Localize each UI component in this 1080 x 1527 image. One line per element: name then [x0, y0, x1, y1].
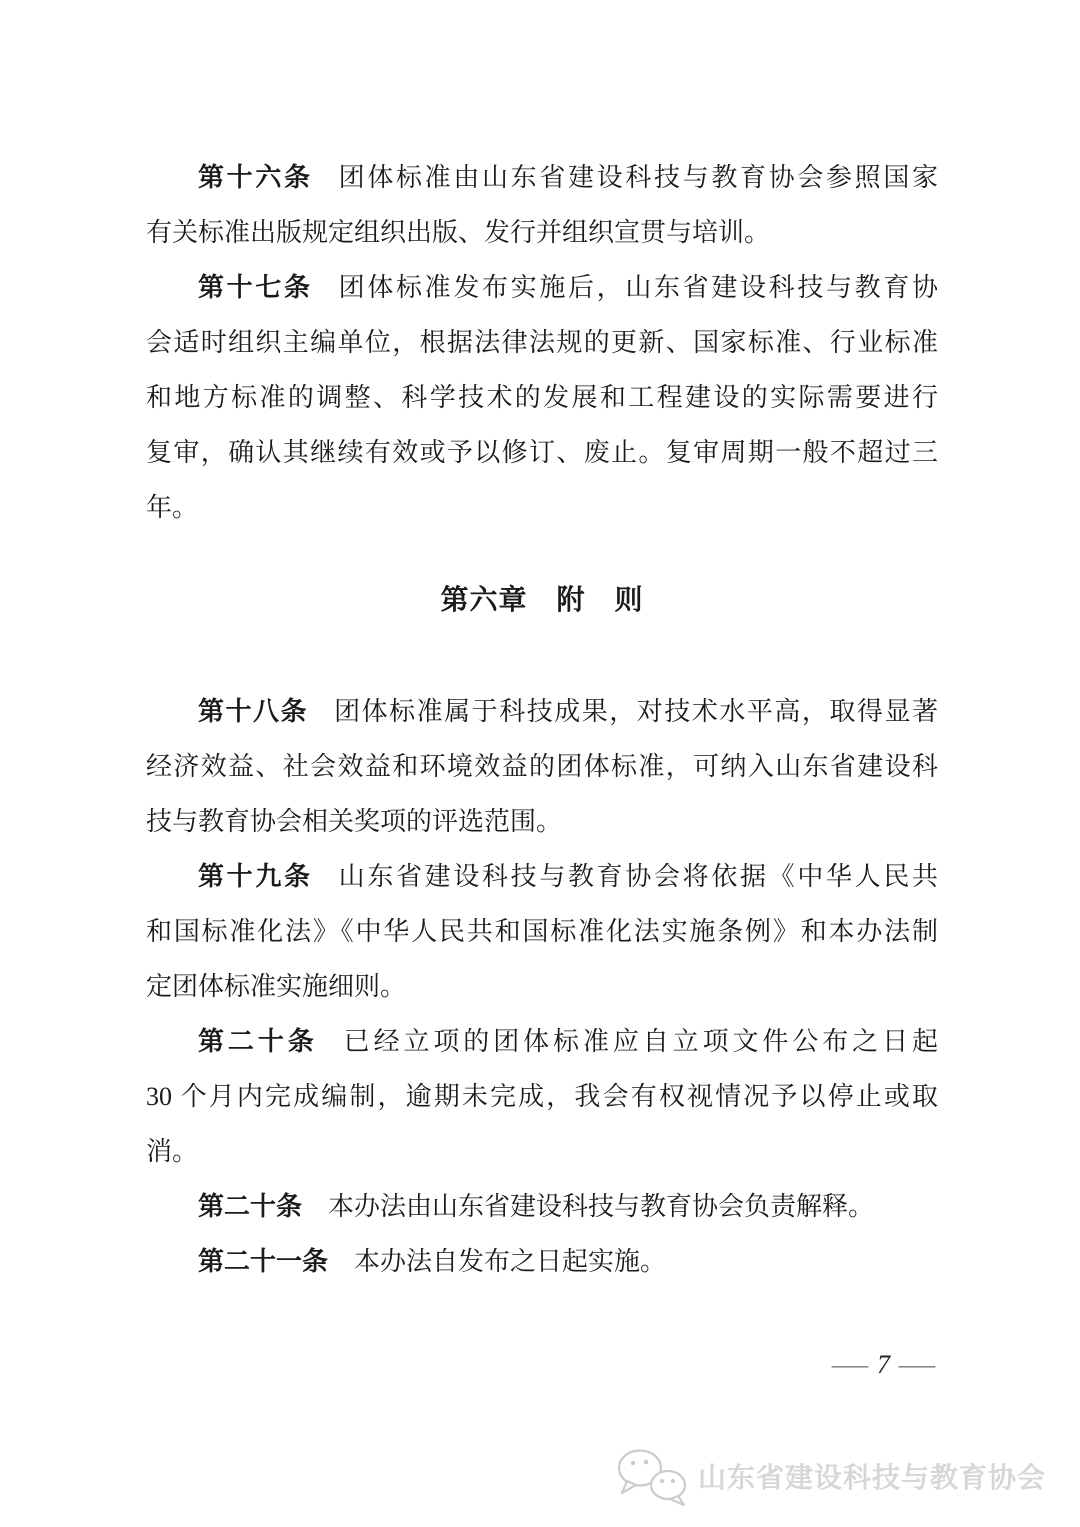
- article-paragraph-17: [146, 260, 938, 535]
- watermark: [612, 1445, 1046, 1507]
- article-text: 团体标准属于科技成果，对技术水平高，取得显著: [334, 697, 938, 726]
- article-line: 和国标准化法》《中华人民共和国标准化法实施条例》和本办法制: [146, 917, 938, 946]
- article-line: 技与教育协会相关奖项的评选范围。: [146, 807, 563, 836]
- article-line: [146, 1234, 938, 1289]
- article-line: [146, 1014, 938, 1069]
- article-line: 定团体标准实施细则。: [146, 972, 407, 1001]
- page-number-value: 7: [877, 1350, 890, 1379]
- wechat-icon: [612, 1445, 694, 1507]
- article-paragraph-18: [146, 684, 938, 849]
- article-line: 30 个月内完成编制，逾期未完成，我会有权视情况予以停止或取: [146, 1082, 938, 1111]
- article-line: 有关标准出版规定组织出版、发行并组织宣贯与培训。: [146, 218, 771, 247]
- article-line: 和地方标准的调整、科学技术的发展和工程建设的实际需要进行: [146, 383, 938, 412]
- page-number: [831, 1345, 936, 1385]
- watermark-text: 山东省建设科技与教育协会: [697, 1463, 1046, 1494]
- chapter-heading: 第六章 附 则: [440, 585, 644, 616]
- page-number-dash-left: —: [831, 1350, 869, 1379]
- article-line: 会适时组织主编单位，根据法律法规的更新、国家标准、行业标准: [146, 328, 938, 357]
- document-content: [146, 150, 938, 1289]
- article-text: 团体标准由山东省建设科技与教育协会参照国家: [338, 163, 938, 192]
- article-label: 第十七条: [198, 273, 313, 302]
- article-label: 第二十条: [198, 1027, 318, 1056]
- page-number-dash-right: —: [898, 1350, 936, 1379]
- article-text: 团体标准发布实施后，山东省建设科技与教育协: [338, 273, 938, 302]
- article-text: 本办法自发布之日起实施。: [354, 1247, 667, 1276]
- article-line: [146, 849, 938, 904]
- article-paragraph-20: [146, 1014, 938, 1179]
- article-text: 本办法由山东省建设科技与教育协会负责解释。: [328, 1192, 875, 1221]
- article-label: 第十八条: [198, 697, 309, 726]
- article-line: [146, 1179, 938, 1234]
- article-line: 复审，确认其继续有效或予以修订、废止。复审周期一般不超过三: [146, 438, 938, 467]
- article-label: 第二十一条: [198, 1247, 329, 1276]
- article-paragraph-21: [146, 1234, 938, 1289]
- article-text: 已经立项的团体标准应自立项文件公布之日起: [343, 1027, 938, 1056]
- article-paragraph-16: [146, 150, 938, 260]
- article-paragraph-19: [146, 849, 938, 1014]
- article-line: 年。: [146, 493, 199, 522]
- article-line: 经济效益、社会效益和环境效益的团体标准，可纳入山东省建设科: [146, 752, 938, 781]
- article-line: [146, 260, 938, 315]
- article-line: [146, 684, 938, 739]
- article-line: 消。: [146, 1137, 199, 1166]
- article-line: [146, 150, 938, 205]
- article-label: 第十六条: [198, 163, 313, 192]
- article-label: 第二十条: [198, 1192, 303, 1221]
- article-paragraph-20b: [146, 1179, 938, 1234]
- article-text: 山东省建设科技与教育协会将依据《中华人民共: [338, 862, 938, 891]
- article-label: 第十九条: [198, 862, 313, 891]
